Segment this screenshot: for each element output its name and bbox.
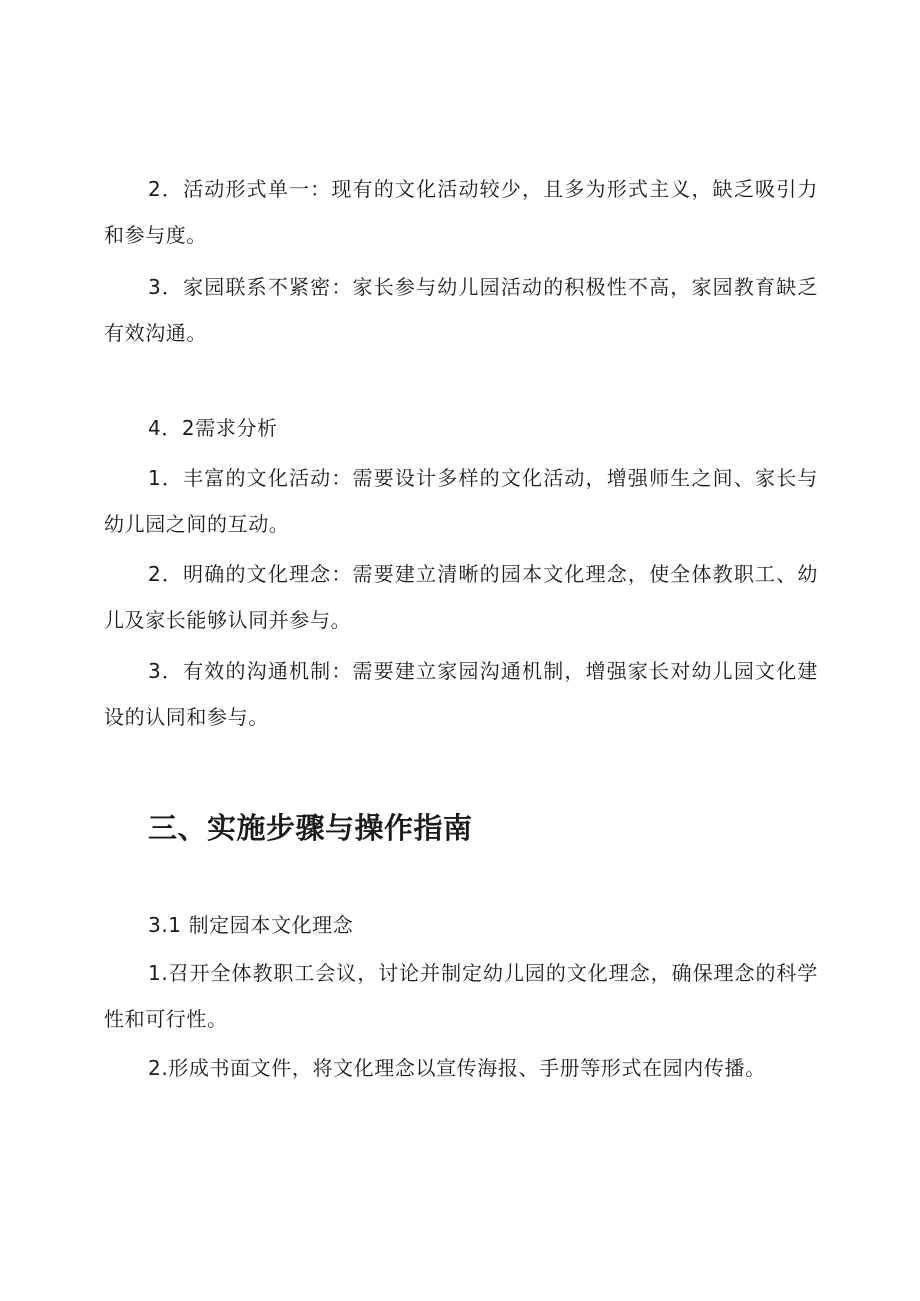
- paragraph-needs-item-2: 2．明确的文化理念：需要建立清晰的园本文化理念，使全体教职工、幼儿及家长能够认同并参与。: [104, 562, 818, 632]
- paragraph-needs-item-3: 3．有效的沟通机制：需要建立家园沟通机制，增强家长对幼儿园文化建设的认同和参与。: [104, 659, 818, 729]
- paragraph-concept-item-1: 1.召开全体教职工会议，讨论并制定幼儿园的文化理念，确保理念的科学性和可行性。: [104, 961, 818, 1031]
- paragraph-home-school-contact: 3．家园联系不紧密：家长参与幼儿园活动的积极性不高，家园教育缺乏有效沟通。: [104, 275, 818, 345]
- paragraph-activity-form: 2．活动形式单一：现有的文化活动较少，且多为形式主义，缺乏吸引力和参与度。: [104, 177, 818, 247]
- subsection-heading-needs-analysis: 4．2需求分析: [148, 416, 278, 440]
- paragraph-needs-item-1: 1．丰富的文化活动：需要设计多样的文化活动，增强师生之间、家长与幼儿园之间的互动。: [104, 466, 818, 536]
- subsection-heading-culture-concept: 3.1 制定园本文化理念: [148, 913, 354, 937]
- paragraph-concept-item-2: 2.形成书面文件，将文化理念以宣传海报、手册等形式在园内传播。: [148, 1056, 766, 1080]
- section-title-implementation: 三、实施步骤与操作指南: [148, 811, 473, 845]
